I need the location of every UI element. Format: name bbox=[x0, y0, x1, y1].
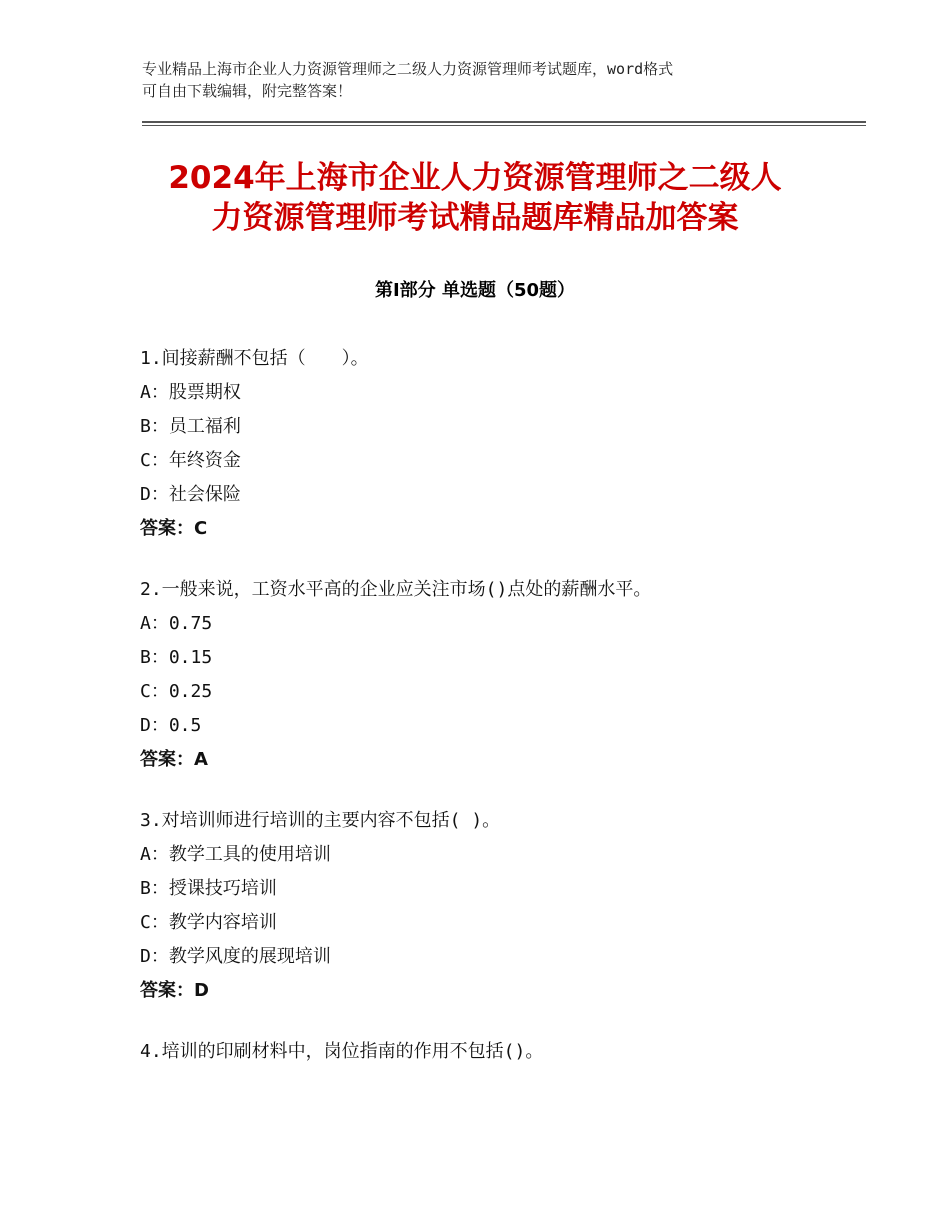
document-title bbox=[100, 158, 850, 238]
question-stem: 1.间接薪酬不包括（ ）。 bbox=[140, 348, 369, 369]
option-d: D：社会保险 bbox=[140, 484, 241, 505]
header-note bbox=[142, 58, 822, 102]
option-c: C：教学内容培训 bbox=[140, 912, 277, 933]
header-note-line-2: 可自由下载编辑，附完整答案！ bbox=[142, 82, 353, 100]
option-b: B：0.15 bbox=[140, 647, 213, 668]
document-title-line-2: 力资源管理师考试精品题库精品加答案 bbox=[211, 200, 739, 236]
answer: 答案：A bbox=[140, 749, 208, 770]
option-c: C：年终资金 bbox=[140, 450, 241, 471]
question-4 bbox=[140, 1035, 840, 1069]
header-divider-thin bbox=[142, 125, 866, 126]
option-d: D：教学风度的展现培训 bbox=[140, 946, 331, 967]
question-list bbox=[140, 342, 840, 1096]
option-d: D：0.5 bbox=[140, 715, 202, 736]
question-stem: 4.培训的印刷材料中，岗位指南的作用不包括()。 bbox=[140, 1041, 544, 1062]
question-stem: 2.一般来说，工资水平高的企业应关注市场()点处的薪酬水平。 bbox=[140, 579, 652, 600]
question-3 bbox=[140, 804, 840, 1008]
option-a: A：股票期权 bbox=[140, 382, 241, 403]
answer: 答案：D bbox=[140, 980, 209, 1001]
header-divider-thick bbox=[142, 121, 866, 123]
question-2 bbox=[140, 573, 840, 777]
header-note-line-1: 专业精品上海市企业人力资源管理师之二级人力资源管理师考试题库，word格式 bbox=[142, 60, 674, 78]
answer: 答案：C bbox=[140, 518, 208, 539]
question-1 bbox=[140, 342, 840, 546]
option-a: A：0.75 bbox=[140, 613, 213, 634]
document-title-line-1: 2024年上海市企业人力资源管理师之二级人 bbox=[168, 160, 782, 196]
option-b: B：授课技巧培训 bbox=[140, 878, 277, 899]
option-c: C：0.25 bbox=[140, 681, 213, 702]
question-stem: 3.对培训师进行培训的主要内容不包括( )。 bbox=[140, 810, 501, 831]
option-a: A：教学工具的使用培训 bbox=[140, 844, 331, 865]
option-b: B：员工福利 bbox=[140, 416, 241, 437]
section-heading: 第Ⅰ部分 单选题（50题） bbox=[374, 280, 575, 301]
